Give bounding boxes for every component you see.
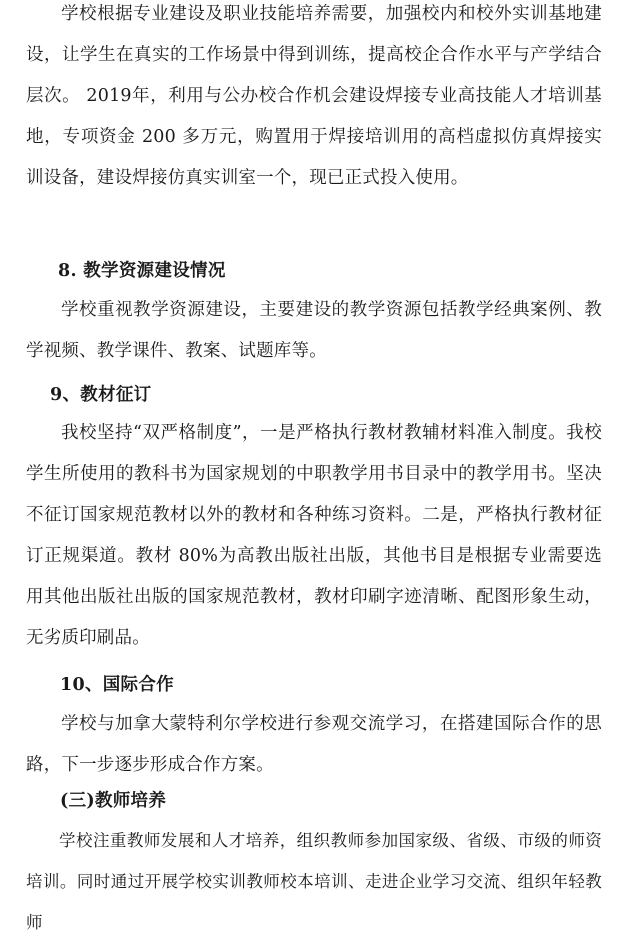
heading-textbook-ordering: 9、教材征订 [50, 385, 152, 405]
heading-international-cooperation: 10、国际合作 [60, 675, 174, 695]
paragraph-international-cooperation: 学校与加拿大蒙特利尔学校进行参观交流学习，在搭建国际合作的思路，下一步逐步形成合作方案。 [26, 714, 602, 775]
paragraph-teaching-resources: 学校重视教学资源建设，主要建设的教学资源包括教学经典案例、教学视频、教学课件、教案、试题库等。 [26, 300, 602, 361]
paragraph-textbook-ordering: 我校坚持“双严格制度”，一是严格执行教材教辅材料准入制度。我校学生所使用的教科书为国家规划的中职教学用书目录中的教学用书。坚决不征订国家规范教材以外的教材和各种练习资料。二是，严格执行教材征订正规渠道。教材 80%为高教出版社出版，其他书目是根据专业需要选用其他出版社出版的国家规范教材，教材印刷字迹清晰、配图形象生动，无劣质印刷品。 [26, 423, 602, 648]
paragraph-teacher-training: 学校注重教师发展和人才培养，组织教师参加国家级、省级、市级的师资培训。同时通过开展学校实训教师校本培训、走进企业学习交流、组织年轻教师 [26, 831, 602, 932]
heading-teacher-training: (三)教师培养 [60, 791, 167, 811]
paragraph-training-base: 学校根据专业建设及职业技能培养需要，加强校内和校外实训基地建设，让学生在真实的工作场景中得到训练，提高校企合作水平与产学结合层次。 2019年，利用与公办校合作机会建设焊接专业高技能人才培训基地，专项资金 200 多万元，购置用于焊接培训用的高档虚拟仿真焊接实训设备，建设焊接仿真实训室一个，现已正式投入使用。 [26, 4, 602, 188]
heading-teaching-resources: 8. 教学资源建设情况 [58, 261, 226, 281]
